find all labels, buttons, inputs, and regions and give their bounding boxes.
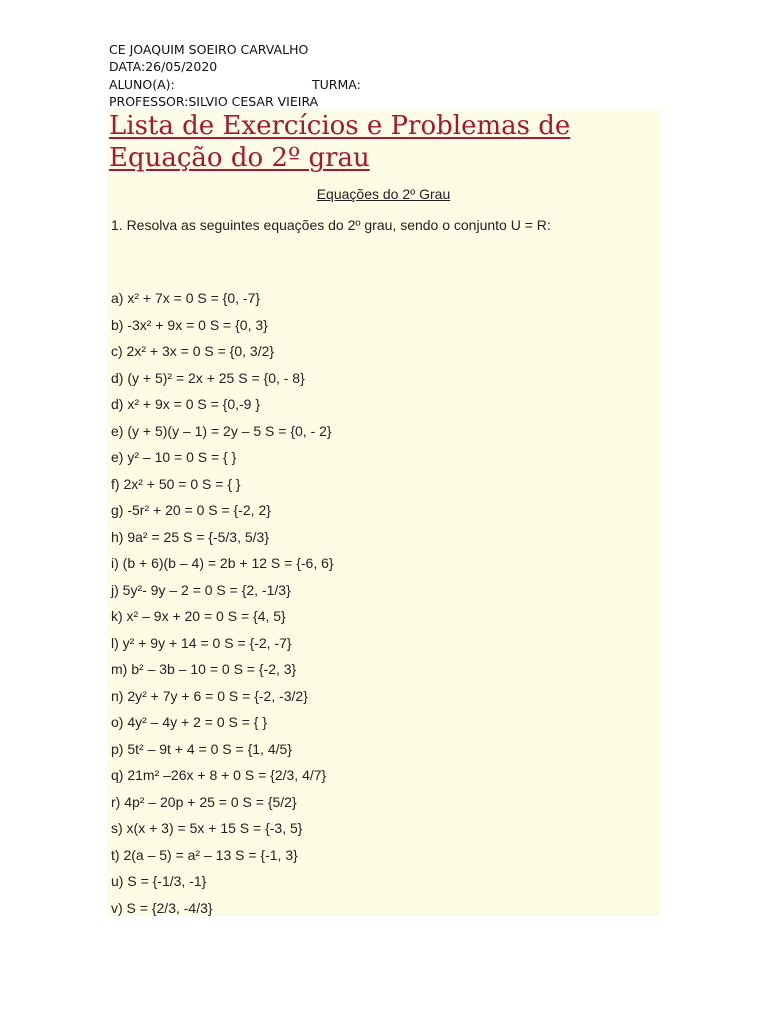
exercise-item: h) 9a² = 25 S = {-5/3, 5/3} [111, 528, 269, 545]
exercise-item: t) 2(a – 5) = a² – 13 S = {-1, 3} [111, 846, 298, 863]
exercise-item: a) x² + 7x = 0 S = {0, -7} [111, 290, 261, 306]
exercise-item: u) S = {-1/3, -1} [111, 873, 207, 889]
instruction-text: 1. Resolva as seguintes equações do 2º grau, sendo o conjunto U = R: [111, 217, 551, 233]
exercise-item: i) (b + 6)(b – 4) = 2b + 12 S = {-6, 6} [111, 555, 334, 571]
exercise-item: e) y² – 10 = 0 S = { } [111, 449, 237, 465]
exercise-item: k) x² – 9x + 20 = 0 S = {4, 5} [111, 608, 286, 624]
date-line: DATA:26/05/2020 [109, 59, 218, 75]
exercise-item: g) -5r² + 20 = 0 S = {-2, 2} [111, 502, 271, 518]
exercise-item: j) 5y²- 9y – 2 = 0 S = {2, -1/3} [111, 581, 291, 598]
exercise-item: v) S = {2/3, -4/3} [111, 899, 213, 916]
exercise-item: f) 2x² + 50 = 0 S = { } [111, 475, 241, 492]
exercise-item: m) b² – 3b – 10 = 0 S = {-2, 3} [111, 661, 297, 677]
page-title: Lista de Exercícios e Problemas de Equação do 2º grau [109, 111, 571, 173]
teacher-line: PROFESSOR:SILVIO CESAR VIEIRA [109, 93, 319, 109]
exercise-item: s) x(x + 3) = 5x + 15 S = {-3, 5} [111, 820, 303, 836]
document-header [109, 41, 669, 110]
exercise-item: o) 4y² – 4y + 2 = 0 S = { } [111, 714, 268, 730]
section-subtitle: Equações do 2º Grau [316, 186, 451, 202]
exercise-item: c) 2x² + 3x = 0 S = {0, 3/2} [111, 343, 275, 359]
exercise-item: b) -3x² + 9x = 0 S = {0, 3} [111, 316, 268, 333]
exercise-list [111, 290, 334, 926]
exercise-item: d) x² + 9x = 0 S = {0,-9 } [111, 396, 261, 412]
exercise-item: e) (y + 5)(y – 1) = 2y – 5 S = {0, - 2} [111, 422, 332, 439]
student-label: ALUNO(A): [109, 76, 175, 92]
exercise-item: l) y² + 9y + 14 = 0 S = {-2, -7} [111, 634, 292, 651]
student-line [109, 76, 669, 93]
exercise-item: q) 21m² –26x + 8 + 0 S = {2/3, 4/7} [111, 767, 327, 783]
exercise-item: d) (y + 5)² = 2x + 25 S = {0, - 8} [111, 369, 305, 386]
exercise-item: p) 5t² – 9t + 4 = 0 S = {1, 4/5} [111, 740, 292, 757]
class-label: TURMA: [312, 76, 361, 92]
school-name: CE JOAQUIM SOEIRO CARVALHO [109, 42, 309, 57]
exercise-item: r) 4p² – 20p + 25 = 0 S = {5/2} [111, 793, 297, 810]
exercise-item: n) 2y² + 7y + 6 = 0 S = {-2, -3/2} [111, 687, 308, 704]
exercise-panel [107, 110, 660, 916]
